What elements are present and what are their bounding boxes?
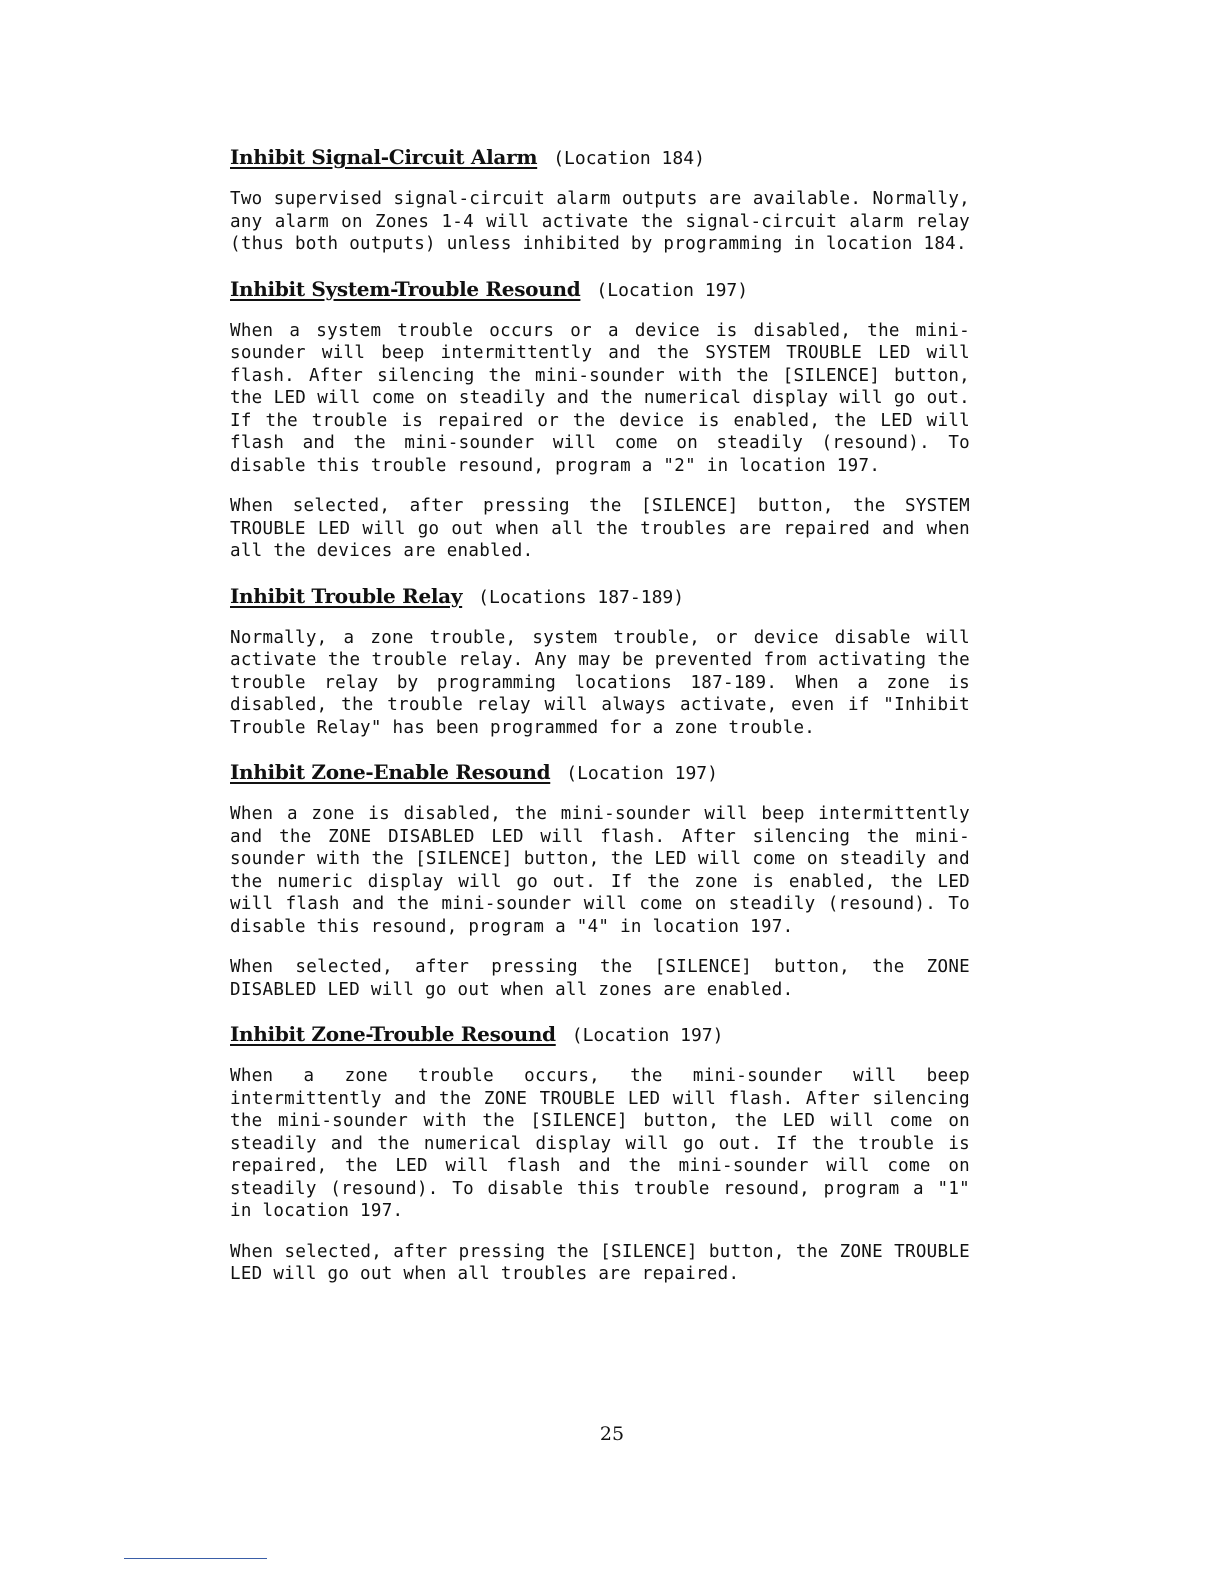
section-location: (Location 184): [553, 148, 705, 169]
paragraph: When a system trouble occurs or a device is disabled, the mini-sounder will beep intermittently and the SYSTEM TROUBLE LED will flash. After silencing the mini-sounder with the [SILENCE] button, the LED will come on steadily and the numerical display will go out. If the trouble is repaired or the device is enabled, the LED will flash and the mini-sounder will come on steadily (resound). To disable this trouble resound, program a "2" in location 197.: [230, 320, 970, 476]
section-inhibit-system-trouble-resound: [230, 274, 970, 563]
paragraph: When selected, after pressing the [SILENCE] button, the ZONE DISABLED LED will go out when all zones are enabled.: [230, 957, 970, 1000]
paragraph: When selected, after pressing the [SILENCE] button, the ZONE TROUBLE LED will go out when all troubles are repaired.: [230, 1241, 970, 1284]
section-title: Inhibit System-Trouble Resound: [230, 276, 581, 301]
section-location: (Location 197): [571, 1025, 724, 1046]
section-inhibit-zone-trouble-resound: [230, 1019, 970, 1286]
section-heading: [230, 757, 970, 789]
section-title: Inhibit Zone-Enable Resound: [230, 760, 551, 784]
page-number: 25: [599, 1423, 625, 1445]
paragraph: When a zone trouble occurs, the mini-sounder will beep intermittently and the ZONE TROUBLE LED will flash. After silencing the mini-sounder with the [SILENCE] button, the LED will come on steadily and the numerical display will go out. If the trouble is repaired, the LED will flash and the mini-sounder will come on steadily (resound). To disable this trouble resound, program a "1" in location 197.: [230, 1066, 970, 1221]
section-title: Inhibit Trouble Relay: [230, 583, 463, 608]
section-heading: [230, 1019, 970, 1051]
section-inhibit-zone-enable-resound: [230, 757, 970, 1001]
paragraph: When selected, after pressing the [SILENCE] button, the SYSTEM TROUBLE LED will go out when all the troubles are repaired and when all the devices are enabled.: [230, 496, 970, 561]
paragraph: Two supervised signal-circuit alarm outputs are available. Normally, any alarm on Zones 1-4 will activate the signal-circuit alarm relay (thus both outputs) unless inhibited by programming in location 184.: [230, 189, 970, 254]
section-title: Inhibit Zone-Trouble Resound: [230, 1022, 556, 1046]
section-heading: [230, 581, 970, 613]
section-inhibit-signal-circuit-alarm: [230, 142, 970, 256]
section-title: Inhibit Signal-Circuit Alarm: [230, 145, 538, 169]
section-location: (Location 197): [596, 279, 749, 301]
document-page: [230, 142, 970, 1304]
paragraph: When a zone is disabled, the mini-sounder will beep intermittently and the ZONE DISABLED LED will flash. After silencing the mini-sounder with the [SILENCE] button, the LED will come on steadily and the numeric display will go out. If the zone is enabled, the LED will flash and the mini-sounder will come on steadily (resound). To disable this resound, program a "4" in location 197.: [230, 804, 970, 937]
paragraph: Normally, a zone trouble, system trouble, or device disable will activate the trouble relay. Any may be prevented from activating the trouble relay by programming locations 187-189. When a zone is disabled, the trouble relay will always activate, even if "Inhibit Trouble Relay" has been programmed for a zone trouble.: [230, 627, 970, 738]
section-inhibit-trouble-relay: [230, 581, 970, 740]
section-heading: [230, 142, 970, 174]
section-location: (Location 197): [566, 763, 718, 784]
section-heading: [230, 274, 970, 306]
footnote-divider: [124, 1558, 267, 1559]
section-location: (Locations 187-189): [478, 586, 685, 608]
